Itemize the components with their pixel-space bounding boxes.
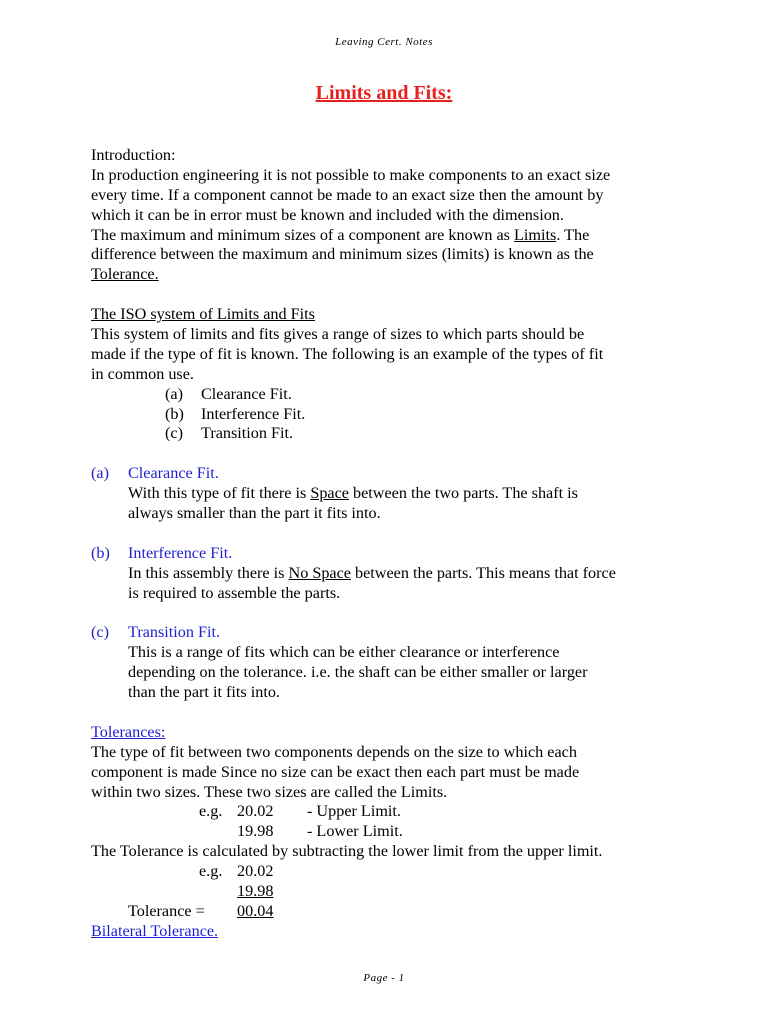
tolerances-heading-text: Tolerances: (91, 722, 166, 741)
lower-limit-row (91, 822, 691, 842)
intro-tolerance-term-line (91, 265, 691, 285)
clearance-fit-heading (91, 464, 691, 484)
lower-limit-text: - Lower Limit. (307, 822, 403, 841)
intro-tolerance-line: difference between the maximum and minimum sizes (limits) is known as the (91, 245, 594, 264)
interference-fit-line-1 (91, 564, 691, 584)
bilateral-tolerance-heading-text: Bilateral Tolerance. (91, 921, 219, 940)
clearance-fit-line-2: always smaller than the part it fits into. (128, 504, 381, 523)
transition-fit-line-2: depending on the tolerance. i.e. the shaft can be either smaller or larger (128, 663, 588, 682)
interference-fit-heading (91, 544, 691, 564)
page-footer: Page - 1 (363, 972, 405, 984)
lower-limit-value: 19.98 (237, 822, 274, 841)
tolerance-term: Tolerance. (91, 265, 159, 284)
tolerance-result-value: 00.04 (237, 901, 274, 920)
clearance-text-a: With this type of fit there is (128, 484, 311, 503)
clearance-fit-line-1 (91, 484, 691, 504)
running-header: Leaving Cert. Notes (335, 36, 433, 48)
iso-heading-text: The ISO system of Limits and Fits (91, 305, 315, 324)
tolerances-heading (91, 723, 691, 743)
fit-list-text: Interference Fit. (201, 404, 306, 423)
iso-line-2: made if the type of fit is known. The following is an example of the types of fit (91, 344, 604, 363)
tolerances-line-1: The type of fit between two components depends on the size to which each (91, 742, 577, 761)
document-body (91, 146, 691, 942)
intro-limits-text-a: The maximum and minimum sizes of a component are known as (91, 225, 515, 244)
bilateral-tolerance-heading (91, 922, 691, 942)
interference-text-b: between the parts. This means that force (350, 563, 616, 582)
fit-list-item (91, 405, 691, 425)
iso-line-1: This system of limits and fits gives a range of sizes to which parts should be (91, 325, 585, 344)
interference-fit-title: Interference Fit. (128, 543, 233, 562)
intro-line-1: In production engineering it is not possible to make components to an exact size (91, 165, 611, 184)
fit-list-text: Clearance Fit. (201, 384, 292, 403)
iso-line-3: in common use. (91, 364, 194, 383)
spacer (91, 703, 691, 723)
intro-line-2: every time. If a component cannot be made to an exact size then the amount by (91, 185, 604, 204)
fit-list-item (91, 424, 691, 444)
calc-value-2: 19.98 (237, 881, 274, 900)
calc-row-2 (91, 882, 691, 902)
tolerance-result-label: Tolerance = (128, 901, 205, 920)
eg-label: e.g. (199, 862, 223, 881)
no-space-term: No Space (288, 563, 351, 582)
clearance-fit-label: (a) (91, 464, 109, 483)
transition-fit-heading (91, 623, 691, 643)
intro-limits-line (91, 226, 691, 246)
intro-limits-text-b: . The (556, 225, 590, 244)
tolerances-line-2: component is made Since no size can be exact then each part must be made (91, 762, 580, 781)
iso-heading (91, 305, 691, 325)
transition-fit-line-3: than the part it fits into. (128, 683, 280, 702)
calc-row-1 (91, 862, 691, 882)
page-title: Limits and Fits: (315, 82, 453, 104)
clearance-text-b: between the two parts. The shaft is (348, 484, 578, 503)
transition-fit-line-1: This is a range of fits which can be either clearance or interference (128, 643, 560, 662)
intro-heading: Introduction: (91, 146, 176, 164)
fit-list-label: (c) (165, 424, 183, 443)
upper-limit-text: - Upper Limit. (307, 802, 401, 821)
spacer (91, 285, 691, 305)
fit-list-item (91, 385, 691, 405)
fit-list-label: (a) (165, 384, 183, 403)
interference-text-a: In this assembly there is (128, 563, 289, 582)
tolerances-line-3: within two sizes. These two sizes are called the Limits. (91, 782, 448, 801)
fit-list-text: Transition Fit. (201, 424, 294, 443)
tolerance-calc-line: The Tolerance is calculated by subtracting the lower limit from the upper limit. (91, 842, 603, 861)
spacer (91, 524, 691, 544)
transition-fit-title: Transition Fit. (128, 623, 221, 642)
spacer (91, 603, 691, 623)
fit-list-label: (b) (165, 404, 184, 423)
interference-fit-line-2: is required to assemble the parts. (128, 583, 341, 602)
upper-limit-row (91, 802, 691, 822)
transition-fit-label: (c) (91, 623, 109, 642)
tolerance-result-row (91, 902, 691, 922)
clearance-fit-title: Clearance Fit. (128, 464, 219, 483)
space-term: Space (310, 484, 349, 503)
upper-limit-value: 20.02 (237, 802, 274, 821)
interference-fit-label: (b) (91, 543, 110, 562)
limits-term: Limits (514, 225, 557, 244)
spacer (91, 444, 691, 464)
intro-line-3: which it can be in error must be known and included with the dimension. (91, 205, 564, 224)
eg-label: e.g. (199, 802, 223, 821)
calc-value-1: 20.02 (237, 862, 274, 881)
